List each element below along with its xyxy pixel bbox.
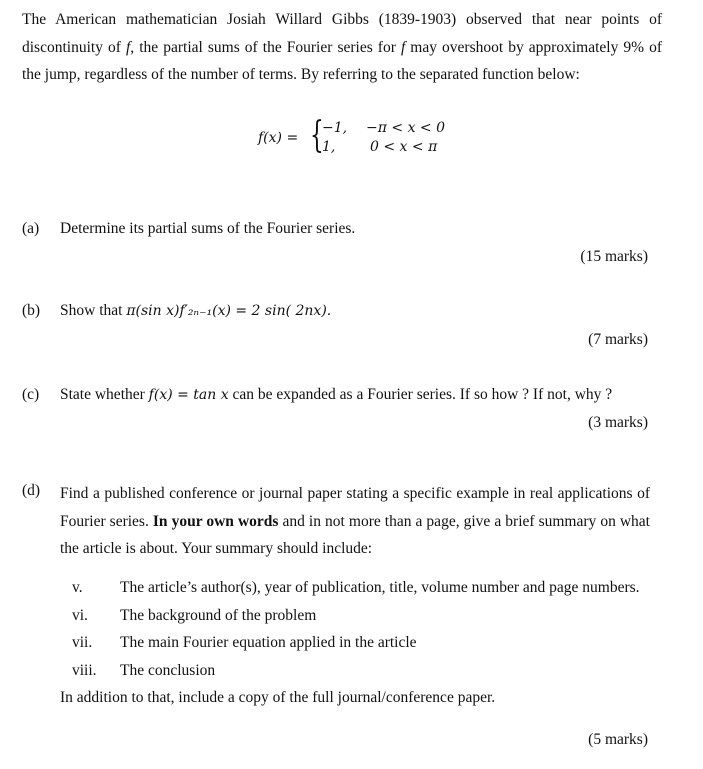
formula-row1-condition: −π < x < 0: [366, 120, 445, 136]
piecewise-formula: [258, 115, 458, 158]
sub-item-text: The main Fourier equation applied in the article: [120, 634, 417, 651]
question-c-post: can be expanded as a Fourier series. If so how ? If not, why ?: [228, 386, 613, 403]
intro-text-1: The American mathematician Josiah Willard Gibbs (1839-1903) observed that near points of discontinuity of: [22, 11, 662, 56]
formula-lhs: f(x) =: [258, 130, 299, 146]
intro-f-1: f: [125, 38, 131, 56]
brace-symbol: {: [310, 115, 324, 156]
question-b-pre: Show that: [60, 302, 127, 319]
formula-row2-value: 1,: [322, 139, 336, 155]
question-c-text: [60, 386, 650, 404]
sub-item-num: vii.: [72, 634, 93, 651]
sub-item-num: vi.: [72, 607, 88, 624]
question-c-marks: (3 marks): [588, 414, 648, 431]
question-d-post: and in not more than a page, give a brief summary on what the article is about. Your summary should include:: [60, 512, 650, 557]
sub-item-text: The article’s author(s), year of publication, title, volume number and page numbers.: [120, 579, 640, 596]
question-c-pre: State whether: [60, 386, 149, 403]
intro-text-3: may overshoot by approximately 9% of the jump, regardless of the number of terms. By referring to the separated function below:: [22, 38, 663, 83]
sub-item-num: viii.: [72, 662, 97, 679]
question-d-addition: In addition to that, include a copy of the full journal/conference paper.: [60, 689, 496, 706]
question-b-marks: (7 marks): [588, 331, 648, 348]
question-d-pre: Find a published conference or journal paper stating a specific example in real applications of Fourier series.: [60, 485, 650, 530]
question-d-text: [60, 480, 650, 563]
intro-f-2: f: [400, 38, 406, 56]
question-a-text: Determine its partial sums of the Fourier series.: [60, 220, 356, 237]
question-b-text: [60, 302, 650, 320]
question-a-label: (a): [22, 220, 40, 237]
sub-item-text: The background of the problem: [120, 607, 317, 624]
question-b-label: (b): [22, 302, 41, 319]
question-c-label: (c): [22, 386, 40, 403]
intro-paragraph: [22, 6, 662, 89]
question-d-marks: (5 marks): [588, 731, 648, 748]
question-a-marks: (15 marks): [580, 248, 648, 265]
question-b-math: π(sin x)f′₂ₙ₋₁(x) = 2 sin( 2nx).: [126, 303, 332, 319]
intro-text-2: , the partial sums of the Fourier series for: [130, 38, 401, 56]
sub-item-text: The conclusion: [120, 662, 216, 679]
formula-row2-condition: 0 < x < π: [370, 139, 438, 155]
sub-item-num: v.: [72, 579, 83, 596]
question-c-math: f(x) = tan x: [148, 387, 229, 403]
formula-row1-value: −1,: [322, 120, 348, 136]
question-d-bold: In your own words: [152, 512, 279, 530]
question-d-label: (d): [22, 482, 41, 499]
